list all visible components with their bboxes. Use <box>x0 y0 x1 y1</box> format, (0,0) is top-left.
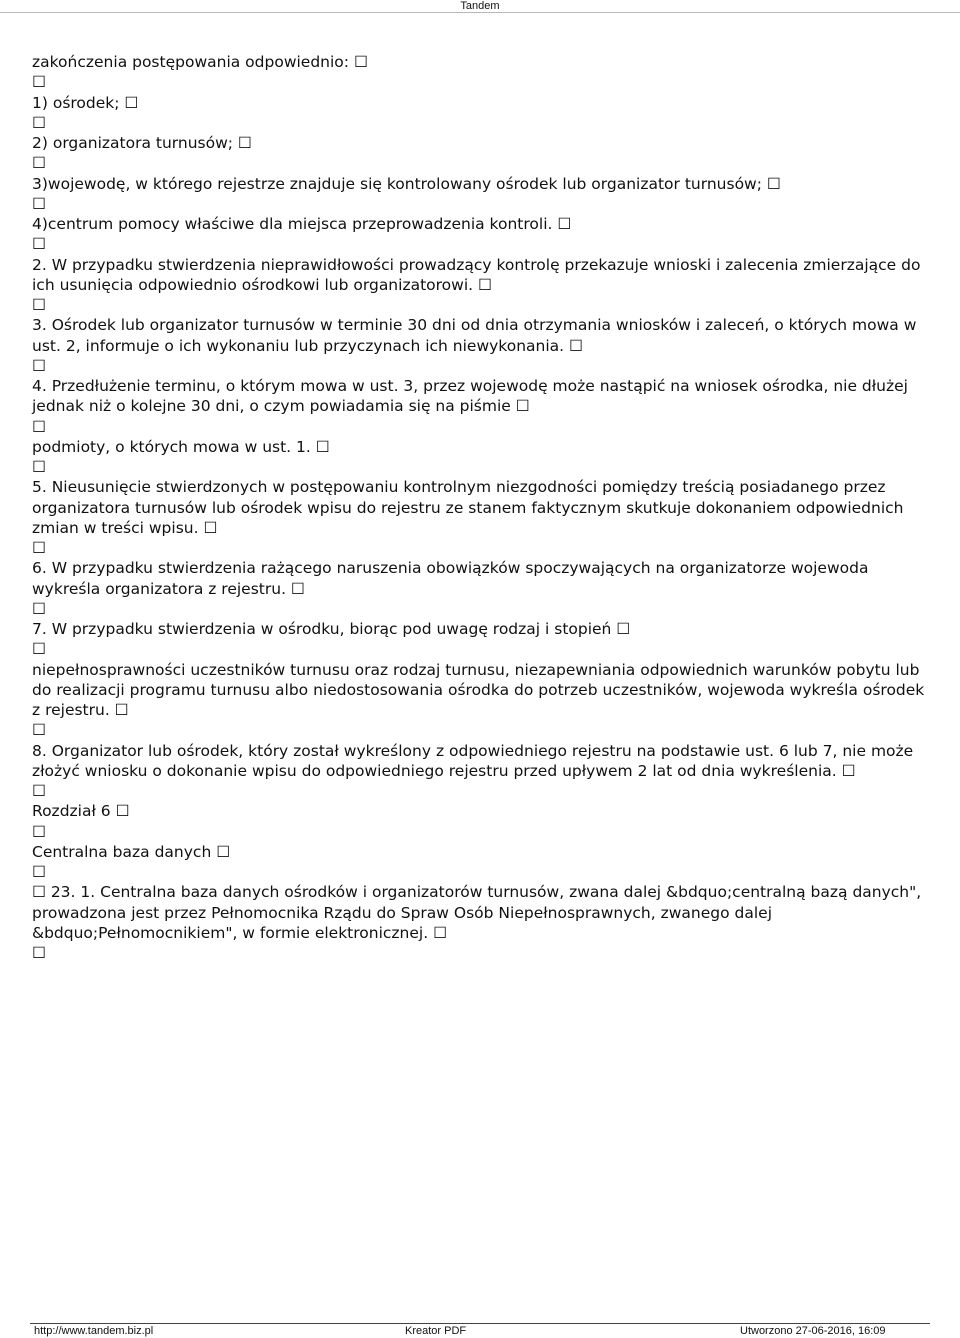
text-line: ☐ <box>32 640 46 659</box>
text-line: ☐ <box>32 599 46 618</box>
footer-url: http://www.tandem.biz.pl <box>34 1325 154 1337</box>
text-line: ☐ <box>32 154 46 173</box>
text-line: ☐ <box>32 822 46 841</box>
text-line: ☐ <box>32 782 46 800</box>
text-line: ☐ <box>32 539 46 557</box>
paragraph-2: 2. W przypadku stwierdzenia nieprawidłowości prowadzący kontrolę przekazuje wnioski i zalecenia zmierzające do ich usunięcia odpowiednio ośrodkowi lub organizatorowi. ☐ <box>32 255 921 294</box>
page-footer <box>30 1325 930 1337</box>
text-line: ☐ <box>32 944 46 962</box>
text-line: 1) ośrodek; ☐ <box>32 93 139 112</box>
text-line: ☐ <box>32 194 46 213</box>
footer-divider <box>30 1323 930 1324</box>
footer-created-date: Utworzono 27-06-2016, 16:09 <box>740 1325 886 1337</box>
paragraph-5: 5. Nieusunięcie stwierdzonych w postępowaniu kontrolnym niezgodności pomiędzy treścią posiadanego przez organizatora turnusów lub ośrodek wpisu do rejestru ze stanem faktycznym skutkuje dokonaniem odpowiednich zmian w treści wpisu. ☐ <box>32 478 904 537</box>
text-line: 2) organizatora turnusów; ☐ <box>32 134 252 152</box>
paragraph-7: 7. W przypadku stwierdzenia w ośrodku, biorąc pod uwagę rodzaj i stopień ☐ <box>32 620 631 638</box>
paragraph-4: 4. Przedłużenie terminu, o którym mowa w ust. 3, przez wojewodę może nastąpić na wniosek ośrodka, nie dłużej jednak niż o kolejne 30 dni, o czym powiadamia się na piśmie ☐ <box>32 377 908 416</box>
paragraph-8: 8. Organizator lub ośrodek, który został wykreślony z odpowiedniego rejestru na podstawie ust. 6 lub 7, nie może złożyć wniosku o dokonanie wpisu do odpowiedniego rejestru przed upływem 2 lat od dnia wykreślenia. ☐ <box>32 741 914 780</box>
text-line: ☐ <box>32 356 46 375</box>
paragraph-7-continued: niepełnosprawności uczestników turnusu oraz rodzaj turnusu, niezapewniania odpowiednich warunków pobytu lub do realizacji programu turnusu albo niedostosowania ośrodka do potrzeb uczestników, wojewoda wykreśla ośrodek z rejestru. ☐ <box>32 660 925 719</box>
text-line: ☐ <box>32 721 46 740</box>
paragraph-6: 6. W przypadku stwierdzenia rażącego naruszenia obowiązków spoczywających na organizatorze wojewoda wykreśla organizatora z rejestru. ☐ <box>32 559 869 598</box>
header-divider <box>0 12 960 13</box>
text-line: ☐ <box>32 458 46 476</box>
document-body <box>32 52 932 963</box>
text-line: ☐ <box>32 73 46 92</box>
text-line: zakończenia postępowania odpowiednio: ☐ <box>32 53 368 71</box>
footer-creator: Kreator PDF <box>405 1325 467 1337</box>
article-23: ☐ 23. 1. Centralna baza danych ośrodków i organizatorów turnusów, zwana dalej &bdquo;centralną bazą danych", prowadzona jest przez Pełnomocnika Rządu do Spraw Osób Niepełnosprawnych, zwanego dalej &bdquo;Pełnomocnikiem", w formie elektronicznej. ☐ <box>32 883 922 942</box>
text-line: podmioty, o których mowa w ust. 1. ☐ <box>32 437 330 456</box>
text-line: 3)wojewodę, w którego rejestrze znajduje się kontrolowany ośrodek lub organizator turnusów; ☐ <box>32 174 781 193</box>
text-line: ☐ <box>32 296 46 314</box>
text-line: ☐ <box>32 235 46 254</box>
page-header: Tandem <box>460 0 500 12</box>
chapter-heading: Rozdział 6 ☐ <box>32 802 130 821</box>
chapter-title: Centralna baza danych ☐ <box>32 842 231 861</box>
paragraph-3: 3. Ośrodek lub organizator turnusów w terminie 30 dni od dnia otrzymania wniosków i zaleceń, o których mowa w ust. 2, informuje o ich wykonaniu lub przyczynach ich niewykonania. ☐ <box>32 316 917 355</box>
text-line: ☐ <box>32 113 46 132</box>
text-line: ☐ <box>32 417 46 436</box>
text-line: 4)centrum pomocy właściwe dla miejsca przeprowadzenia kontroli. ☐ <box>32 215 572 233</box>
text-line: ☐ <box>32 863 46 881</box>
